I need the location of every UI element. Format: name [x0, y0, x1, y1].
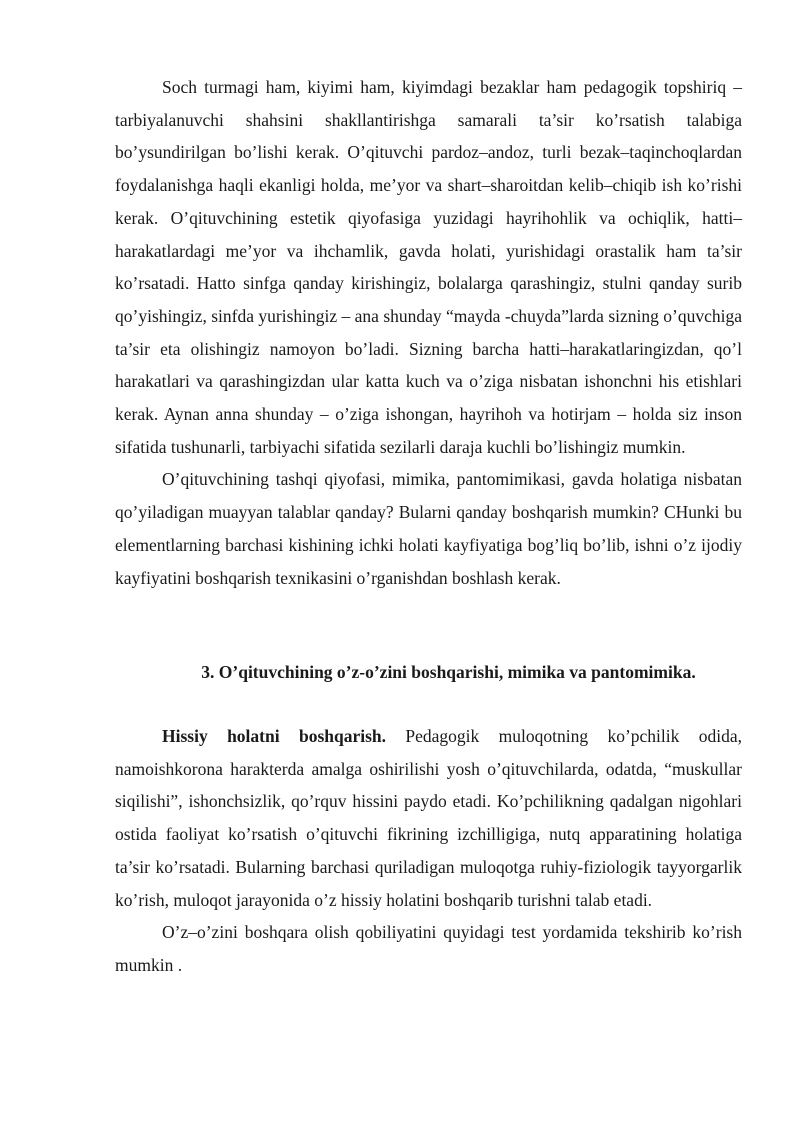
- section-heading: 3. O’qituvchining o’z-o’zini boshqarishi, mimika va pantomimika.: [201, 662, 696, 682]
- paragraph-requirements: O’qituvchining tashqi qiyofasi, mimika, pantomimikasi, gavda holatiga nisbatan qo’yiladigan muayyan talablar qanday? Bularni qanday boshqarish mumkin? CHunki bu elementlarning barchasi kishining ichki holati kayfiyatiga bog’liq bo’lib, ishni o’z ijodiy kayfiyatini boshqarish texnikasini o’rganishdan boshlash kerak.: [115, 469, 742, 588]
- paragraph-appearance: Soch turmagi ham, kiyimi ham, kiyimdagi bezaklar ham pedagogik topshiriq – tarbiyalanuvchi shahsini shakllantirishga samarali ta’sir ko’rsatish talabiga bo’ysundirilgan bo’lishi kerak. O’qituvchi pardoz–andoz, turli bezak–taqinchoqlardan foydalanishga haqli ekanligi holda, me’yor va shart–sharoitdan kelib–chiqib ish ko’rishi kerak. O’qituvchining estetik qiyofasiga yuzidagi hayrihohlik va ochiqlik, hatti–harakatlardagi me’yor va ihchamlik, gavda holati, yurishidagi orastalik ham ta’sir ko’rsatadi. Hatto sinfga qanday kirishingiz, bolalarga qarashingiz, stulni qanday surib qo’yishingiz, sinfda yurishingiz – ana shunday “mayda -chuyda”larda sizning o’quvchiga ta’sir eta olishingiz namoyon bo’ladi. Sizning barcha hatti–harakatlaringizdan, qo’l harakatlari va qarashingizdan ular katta kuch va o’ziga nisbatan ishonchni his etishlari kerak. Aynan anna shunday – o’ziga ishongan, hayrihoh va hotirjam – holda siz inson sifatida tushunarli, tarbiyachi sifatida sezilarli daraja kuchli bo’lishingiz mumkin.: [115, 77, 742, 457]
- paragraph-emotional-control: [115, 720, 742, 916]
- paragraph-closing: O’z–o’zini boshqara olish qobiliyatini quyidagi test yordamida tekshirib ko’rish mumkin .: [115, 922, 742, 975]
- paragraph-lead-rest: Pedagogik muloqotning ko’pchilik odida, namoishkorona harakterda amalga oshirilishi yosh o’qituvchilarda, odatda, “muskullar siqilishi”, ishonchsizlik, qo’rquv hissini paydo etadi. Ko’pchilikning qadalgan nigohlari ostida faoliyat ko’rsatish o’qituvchi fikrining izchilligiga, nutq apparatining holatiga ta’sir ko’rsatadi. Bularning barchasi quriladigan muloqotga ruhiy-fiziologik tayyorgarlik ko’rish, muloqot jarayonida o’z hissiy holatini boshqarib turishni talab etadi.: [115, 726, 742, 910]
- paragraph-lead-bold: Hissiy holatni boshqarish.: [162, 726, 387, 746]
- body-text-bottom: [115, 720, 742, 982]
- body-text-top: [115, 71, 742, 594]
